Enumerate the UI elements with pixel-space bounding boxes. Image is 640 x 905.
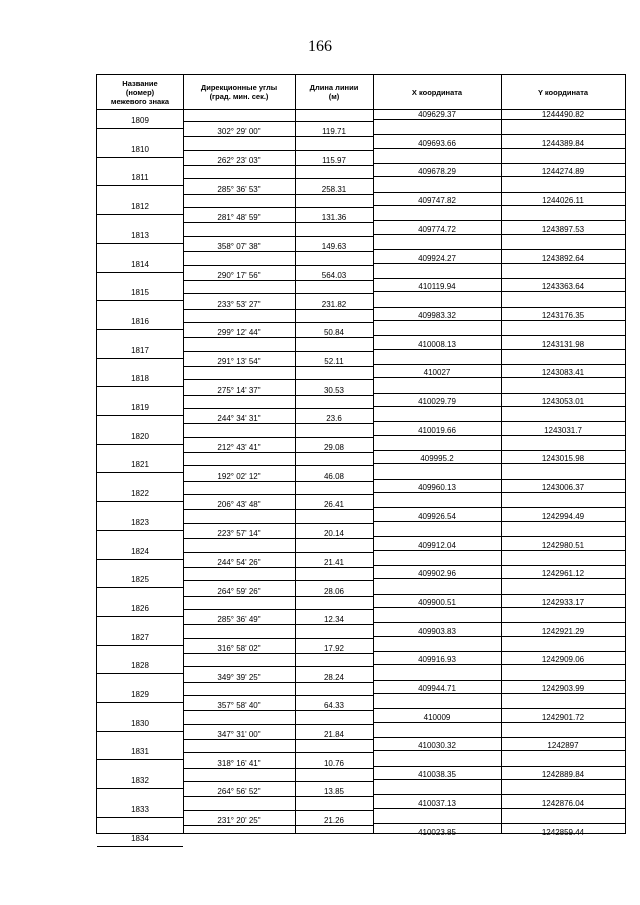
- direction-angle: 206° 43' 48": [217, 500, 261, 510]
- x-coordinate: 409900.51: [418, 597, 456, 607]
- row-divider: [373, 463, 625, 464]
- row-divider: [183, 408, 373, 409]
- direction-angle: 281° 48' 59": [217, 213, 261, 223]
- row-divider: [183, 437, 373, 438]
- point-name: 1822: [131, 489, 149, 499]
- x-coordinate: 409960.13: [418, 483, 456, 493]
- row-divider: [97, 444, 183, 445]
- point-name: 1825: [131, 575, 149, 585]
- row-divider: [183, 178, 373, 179]
- header-length-line: Длина линии: [309, 83, 359, 92]
- point-name: 1829: [131, 690, 149, 699]
- row-divider: [183, 251, 373, 252]
- row-divider: [97, 817, 183, 818]
- row-divider: [373, 664, 625, 665]
- direction-angle: 290° 17' 56": [217, 270, 261, 280]
- row-divider: [183, 724, 373, 725]
- row-divider: [183, 452, 373, 453]
- x-coordinate: 409995.2: [420, 454, 454, 464]
- x-coordinate: 410023.85: [418, 827, 456, 837]
- row-divider: [373, 393, 625, 394]
- point-name: 1827: [131, 632, 149, 642]
- line-length: 21.84: [323, 730, 345, 740]
- row-divider: [97, 128, 183, 129]
- direction-angle: 347° 31' 00": [217, 730, 261, 740]
- y-coordinate: 1243031.7: [544, 425, 582, 435]
- row-divider: [183, 423, 373, 424]
- row-divider: [373, 521, 625, 522]
- direction-angle: 262° 23' 03": [217, 156, 261, 166]
- direction-angle: 291° 13' 54": [217, 356, 261, 366]
- page-number: 166: [308, 38, 332, 55]
- row-divider: [373, 406, 625, 407]
- y-coordinate: 1243053.01: [541, 397, 585, 406]
- direction-angle: 192° 02' 12": [217, 471, 261, 481]
- row-divider: [373, 421, 625, 422]
- x-coordinate: 409926.54: [418, 511, 456, 521]
- row-divider: [183, 523, 373, 524]
- row-divider: [97, 501, 183, 502]
- row-divider: [97, 214, 183, 215]
- x-coordinate: 409774.72: [418, 224, 456, 234]
- line-length: 28.06: [323, 586, 345, 596]
- point-name: 1811: [131, 173, 149, 183]
- row-divider: [183, 638, 373, 639]
- row-divider: [97, 472, 183, 473]
- row-divider: [97, 846, 183, 847]
- line-length: 29.08: [323, 443, 345, 453]
- y-coordinate: 1243363.64: [541, 282, 585, 292]
- point-name: 1830: [131, 718, 149, 728]
- row-divider: [183, 666, 373, 667]
- direction-angle: 302° 29' 00": [217, 127, 261, 137]
- line-length: 258.31: [321, 184, 347, 194]
- row-divider: [373, 492, 625, 493]
- row-divider: [97, 587, 183, 588]
- row-divider: [183, 739, 373, 740]
- point-name: 1833: [131, 804, 149, 814]
- row-divider: [97, 702, 183, 703]
- row-divider: [373, 320, 625, 321]
- row-divider: [373, 565, 625, 566]
- line-length: 28.24: [323, 672, 345, 682]
- row-divider: [373, 278, 625, 279]
- row-divider: [373, 377, 625, 378]
- boundary-coordinates-table: [96, 74, 626, 843]
- y-coordinate: 1244274.89: [541, 167, 585, 177]
- row-divider: [183, 596, 373, 597]
- point-name: 1823: [131, 517, 149, 527]
- point-name: 1818: [131, 374, 149, 384]
- row-divider: [183, 465, 373, 466]
- direction-angle: 316° 58' 02": [217, 643, 261, 653]
- direction-angle: 358° 07' 38": [217, 242, 261, 252]
- line-length: 149.63: [321, 242, 347, 252]
- row-divider: [373, 349, 625, 350]
- point-name: 1834: [131, 833, 149, 843]
- row-divider: [183, 150, 373, 151]
- y-coordinate: 1243131.98: [541, 339, 585, 349]
- line-length: 17.92: [323, 643, 345, 653]
- row-divider: [373, 737, 625, 738]
- row-divider: [97, 616, 183, 617]
- row-divider: [183, 796, 373, 797]
- row-divider: [373, 594, 625, 595]
- direction-angle: 231° 20' 25": [217, 816, 261, 826]
- y-coordinate: 1242933.17: [541, 597, 585, 607]
- line-length: 10.76: [323, 758, 345, 768]
- x-coordinate: 409693.66: [418, 138, 456, 148]
- x-coordinate: 409912.04: [418, 540, 456, 550]
- direction-angle: 318° 16' 41": [217, 758, 261, 768]
- row-divider: [373, 220, 625, 221]
- direction-angle: 264° 56' 52": [217, 787, 261, 797]
- row-divider: [373, 794, 625, 795]
- row-divider: [373, 823, 625, 824]
- row-divider: [373, 779, 625, 780]
- x-coordinate: 409903.83: [418, 626, 456, 636]
- row-divider: [373, 536, 625, 537]
- row-divider: [373, 119, 625, 120]
- row-divider: [183, 207, 373, 208]
- y-coordinate: 1243897.53: [541, 224, 585, 234]
- y-coordinate: 1243176.35: [541, 310, 585, 320]
- x-coordinate: 409983.32: [418, 310, 456, 320]
- header-length: [295, 75, 373, 109]
- row-divider: [373, 750, 625, 751]
- row-divider: [97, 386, 183, 387]
- row-divider: [183, 494, 373, 495]
- row-divider: [373, 450, 625, 451]
- header-angle-line: (град. мин. сек.): [209, 92, 269, 101]
- row-divider: [373, 307, 625, 308]
- direction-angle: 299° 12' 44": [217, 328, 261, 338]
- line-length: 115.97: [322, 156, 346, 166]
- row-divider: [373, 808, 625, 809]
- header-x-label: X координата: [411, 87, 463, 97]
- y-coordinate: 1242897: [547, 741, 579, 751]
- row-divider: [373, 651, 625, 652]
- direction-angle: 349° 39' 25": [217, 672, 261, 682]
- x-coordinate: 410027: [423, 368, 451, 378]
- line-length: 564.03: [321, 270, 347, 280]
- row-divider: [183, 222, 373, 223]
- row-divider: [97, 415, 183, 416]
- y-coordinate: 1242994.49: [541, 511, 585, 521]
- header-name-line: (номер): [125, 87, 155, 97]
- row-divider: [373, 364, 625, 365]
- header-name-line: Название: [122, 78, 158, 88]
- direction-angle: 285° 36' 49": [217, 615, 261, 625]
- row-divider: [373, 693, 625, 694]
- x-coordinate: 409629.37: [418, 110, 456, 119]
- x-coordinate: 410119.94: [418, 282, 456, 292]
- point-name: 1816: [131, 316, 149, 326]
- row-divider: [183, 280, 373, 281]
- point-name: 1815: [131, 288, 149, 298]
- header-angle: [183, 75, 295, 109]
- line-length: 131.36: [321, 213, 347, 223]
- row-divider: [373, 636, 625, 637]
- x-coordinate: 410009: [423, 712, 451, 722]
- x-coordinate: 410038.35: [418, 770, 456, 780]
- row-divider: [373, 148, 625, 149]
- row-divider: [183, 395, 373, 396]
- row-divider: [373, 507, 625, 508]
- direction-angle: 244° 34' 31": [217, 414, 261, 424]
- row-divider: [373, 435, 625, 436]
- y-coordinate: 1244389.84: [541, 138, 585, 148]
- direction-angle: 212° 43' 41": [217, 443, 261, 453]
- row-divider: [373, 550, 625, 551]
- row-divider: [183, 682, 373, 683]
- row-divider: [373, 708, 625, 709]
- row-divider: [97, 358, 183, 359]
- row-divider: [373, 722, 625, 723]
- row-divider: [373, 263, 625, 264]
- row-divider: [183, 609, 373, 610]
- row-divider: [373, 249, 625, 250]
- x-coordinate: 409902.96: [418, 569, 456, 579]
- row-divider: [373, 205, 625, 206]
- y-coordinate: 1244490.82: [541, 110, 585, 119]
- y-coordinate: 1243006.37: [541, 483, 585, 493]
- row-divider: [183, 567, 373, 568]
- point-name: 1812: [131, 202, 149, 212]
- row-divider: [373, 578, 625, 579]
- row-divider: [183, 309, 373, 310]
- direction-angle: 223° 57' 14": [217, 529, 261, 539]
- x-coordinate: 409924.27: [418, 253, 456, 263]
- row-divider: [183, 165, 373, 166]
- row-divider: [183, 695, 373, 696]
- row-divider: [97, 788, 183, 789]
- direction-angle: 275° 14' 37": [217, 385, 261, 395]
- row-divider: [183, 236, 373, 237]
- row-divider: [97, 157, 183, 158]
- header-y-label: Y координата: [537, 87, 589, 97]
- row-divider: [183, 481, 373, 482]
- line-length: 23.6: [326, 414, 342, 424]
- x-coordinate: 409678.29: [418, 167, 456, 177]
- direction-angle: 264° 59' 26": [217, 586, 261, 596]
- line-length: 50.84: [323, 328, 345, 338]
- row-divider: [373, 479, 625, 480]
- line-length: 52.11: [324, 356, 344, 366]
- y-coordinate: 1243892.64: [541, 253, 585, 263]
- row-divider: [183, 509, 373, 510]
- row-divider: [97, 185, 183, 186]
- row-divider: [97, 243, 183, 244]
- row-divider: [183, 136, 373, 137]
- line-length: 30.53: [323, 385, 345, 395]
- line-length: 13.85: [323, 787, 345, 797]
- row-divider: [373, 192, 625, 193]
- point-name: 1824: [131, 546, 149, 556]
- row-divider: [373, 234, 625, 235]
- row-divider: [183, 121, 373, 122]
- y-coordinate: 1242903.99: [541, 684, 585, 693]
- y-coordinate: 1242921.29: [541, 626, 585, 636]
- y-coordinate: 1243083.41: [541, 368, 585, 378]
- point-name: 1814: [131, 259, 149, 269]
- row-divider: [183, 337, 373, 338]
- row-divider: [183, 351, 373, 352]
- row-divider: [373, 335, 625, 336]
- point-name: 1828: [131, 661, 149, 671]
- row-divider: [183, 194, 373, 195]
- header-y: [501, 75, 625, 109]
- x-coordinate: 410037.13: [418, 798, 456, 808]
- direction-angle: 233° 53' 27": [217, 299, 261, 309]
- row-divider: [97, 673, 183, 674]
- y-coordinate: 1242909.06: [541, 655, 585, 665]
- row-divider: [97, 731, 183, 732]
- line-length: 21.26: [323, 816, 345, 826]
- y-coordinate: 1242901.72: [541, 712, 585, 722]
- x-coordinate: 409747.82: [418, 196, 456, 206]
- row-divider: [183, 552, 373, 553]
- row-divider: [373, 607, 625, 608]
- row-divider: [183, 624, 373, 625]
- row-divider: [373, 134, 625, 135]
- line-length: 46.08: [323, 471, 345, 481]
- header-name-line: межевого знака: [110, 96, 170, 106]
- x-coordinate: 410008.13: [418, 339, 456, 349]
- row-divider: [97, 530, 183, 531]
- row-divider: [183, 322, 373, 323]
- header-length-line: (м): [328, 92, 340, 101]
- line-length: 119.71: [322, 127, 346, 137]
- row-divider: [97, 559, 183, 560]
- point-name: 1813: [131, 230, 149, 240]
- header-name: [97, 75, 183, 109]
- row-divider: [373, 176, 625, 177]
- row-divider: [183, 293, 373, 294]
- row-divider: [183, 379, 373, 380]
- row-divider: [373, 163, 625, 164]
- row-divider: [183, 538, 373, 539]
- row-divider: [97, 300, 183, 301]
- row-divider: [183, 810, 373, 811]
- row-divider: [373, 622, 625, 623]
- direction-angle: 357° 58' 40": [217, 701, 261, 711]
- y-coordinate: 1242980.51: [541, 540, 585, 550]
- row-divider: [183, 366, 373, 367]
- point-name: 1817: [131, 345, 149, 355]
- point-name: 1821: [131, 460, 149, 470]
- row-divider: [183, 768, 373, 769]
- row-divider: [97, 272, 183, 273]
- row-divider: [183, 752, 373, 753]
- row-divider: [183, 265, 373, 266]
- row-divider: [97, 329, 183, 330]
- line-length: 231.82: [321, 299, 347, 309]
- row-divider: [183, 580, 373, 581]
- line-length: 64.33: [323, 701, 345, 711]
- y-coordinate: 1243015.98: [541, 454, 585, 464]
- y-coordinate: 1242961.12: [541, 569, 585, 579]
- x-coordinate: 410029.79: [418, 397, 456, 406]
- point-name: 1831: [131, 747, 149, 757]
- header-x: [373, 75, 501, 109]
- row-divider: [373, 766, 625, 767]
- row-divider: [373, 291, 625, 292]
- direction-angle: 285° 36' 53": [217, 184, 261, 194]
- y-coordinate: 1242889.84: [541, 770, 585, 780]
- line-length: 26.41: [323, 500, 345, 510]
- point-name: 1809: [131, 116, 149, 125]
- y-coordinate: 1244026.11: [542, 196, 584, 206]
- row-divider: [183, 781, 373, 782]
- line-length: 20.14: [323, 529, 345, 539]
- point-name: 1832: [131, 776, 149, 786]
- header-angle-line: Дирекционные углы: [200, 83, 278, 92]
- point-name: 1819: [131, 403, 149, 412]
- x-coordinate: 410030.32: [418, 741, 456, 751]
- row-divider: [183, 710, 373, 711]
- x-coordinate: 409916.93: [418, 655, 456, 665]
- line-length: 21.41: [323, 557, 345, 567]
- row-divider: [97, 759, 183, 760]
- y-coordinate: 1242876.04: [541, 798, 585, 808]
- row-divider: [183, 825, 373, 826]
- point-name: 1810: [131, 144, 149, 154]
- row-divider: [373, 680, 625, 681]
- row-divider: [97, 645, 183, 646]
- point-name: 1826: [131, 603, 149, 613]
- row-divider: [183, 653, 373, 654]
- point-name: 1820: [131, 431, 149, 441]
- y-coordinate: 1242859.44: [541, 827, 585, 837]
- x-coordinate: 409944.71: [418, 684, 456, 693]
- x-coordinate: 410019.66: [418, 425, 456, 435]
- line-length: 12.34: [323, 615, 345, 625]
- direction-angle: 244° 54' 26": [217, 557, 261, 567]
